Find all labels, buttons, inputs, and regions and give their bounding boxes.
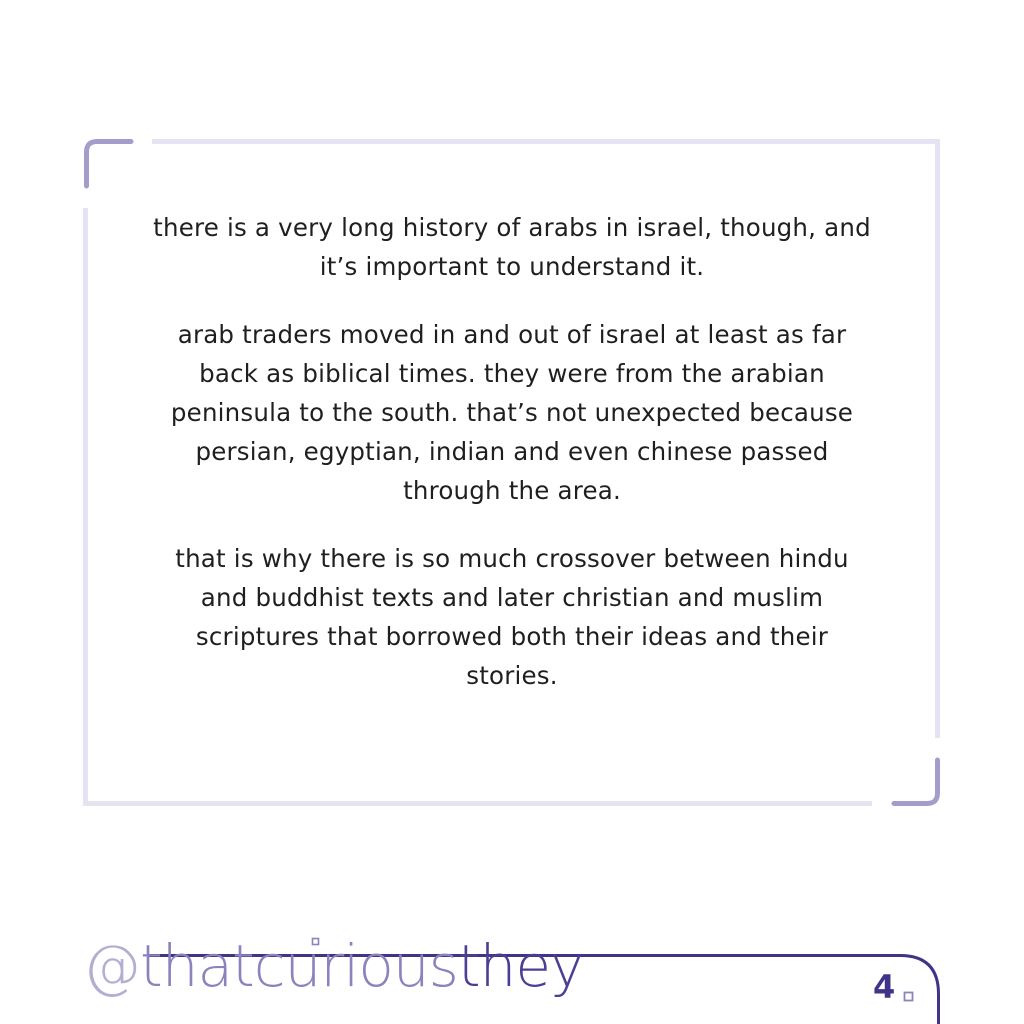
handle-at: @: [83, 932, 140, 1000]
social-handle: [83, 916, 583, 1016]
frame-corner-top-left: [87, 142, 132, 187]
paragraph-2: arab traders moved in and out of israel at least as far back as biblical times. they were from the arabian peninsula to the south. that’s not unexpected because persian, egyptian, indian and even chinese passed through the area.: [170, 320, 854, 505]
paragraph-1: there is a very long history of arabs in israel, though, and it’s important to understand it.: [153, 213, 871, 281]
page-number-square: [905, 993, 913, 1001]
page-number: 4: [873, 968, 896, 1006]
paragraph-3: that is why there is so much crossover between hindu and buddhist texts and later christian and muslim scriptures that borrowed both their ideas and their stories.: [175, 544, 849, 690]
handle-end: they: [457, 932, 584, 1000]
handle-mid: thatcurious: [140, 932, 458, 1000]
main-text: [150, 208, 874, 724]
frame-corner-bottom-right: [894, 760, 938, 804]
